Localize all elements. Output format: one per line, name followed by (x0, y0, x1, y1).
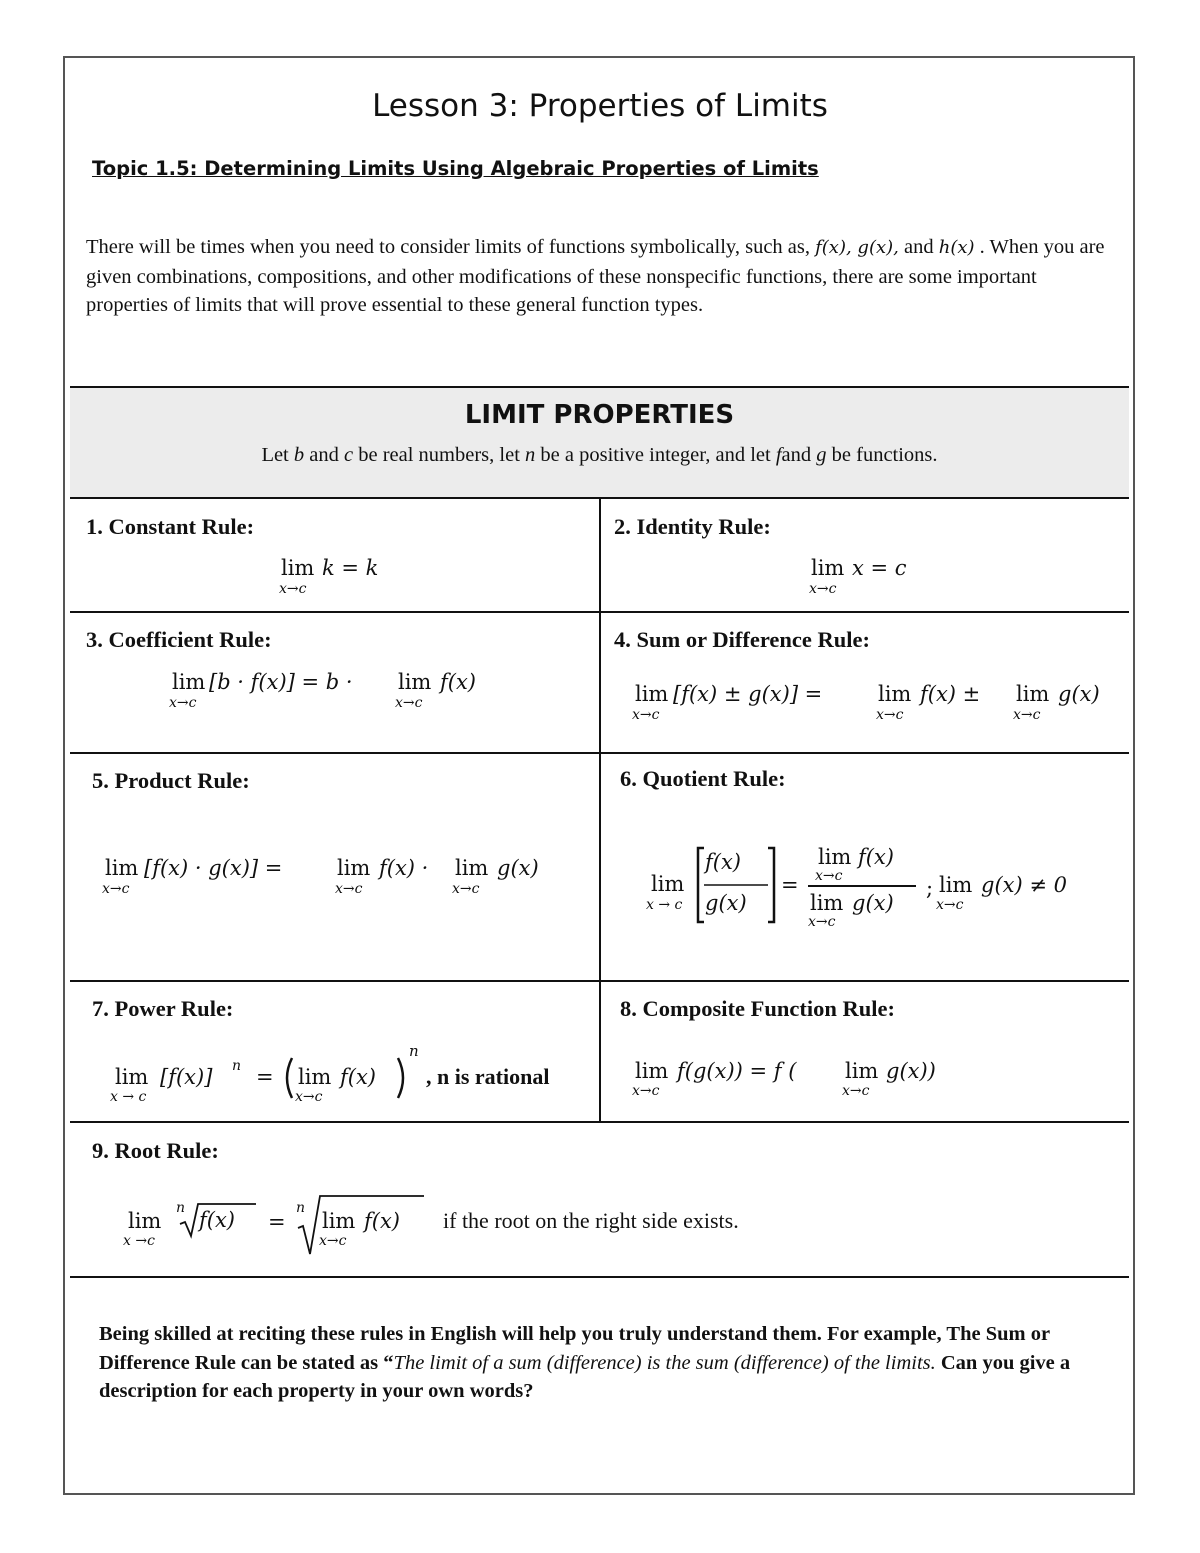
intro-text-3: . When you are given combinations, compositions, and other modifications of these nonspecific functions, there are some important properties of limits that will prove essential to these general function types. (86, 236, 1105, 316)
rule-9-index: n (176, 1200, 186, 1216)
rule-5-sub2: x→c (335, 881, 363, 897)
rule-6-sub: x → c (646, 897, 683, 913)
rule-7-sub: x → c (110, 1089, 147, 1105)
rule-9-lim2: lim (322, 1209, 356, 1233)
rule-8-expr-b: g(x)) (886, 1059, 936, 1083)
rule-4-lim2: lim (878, 682, 912, 706)
rule-6-rden-sub: x→c (808, 914, 836, 930)
limit-properties-header (70, 386, 1129, 499)
intro-paragraph (86, 233, 1116, 320)
rule-1-sub: x→c (279, 581, 307, 597)
rule-7-inner: f(x) (340, 1065, 377, 1089)
rule-6-rnum: f(x) (858, 845, 895, 869)
rule-8-sub2: x→c (842, 1083, 870, 1099)
rule-3-lim2: lim (398, 670, 432, 694)
rule-2-lim: lim (811, 556, 845, 580)
rule-9-radicand: f(x) (199, 1208, 236, 1232)
rule-6-lim: lim (651, 872, 685, 896)
rule-6-rden: g(x) (852, 891, 894, 915)
sub-and1: and (309, 444, 339, 466)
rule-8-lim2: lim (845, 1059, 879, 1083)
rule-7-sub2: x→c (295, 1089, 323, 1105)
rule-1-label: 1. Constant Rule: (86, 514, 255, 539)
sub-let: Let (261, 444, 289, 466)
rule-6-rnum-lim: lim (818, 845, 852, 869)
sub-n: n (525, 444, 536, 466)
rule-7-eq: = (256, 1065, 274, 1089)
rule-2-sub: x→c (809, 581, 837, 597)
rule-4-lim: lim (635, 682, 669, 706)
rule-5-expr-a: [f(x) · g(x)] = (144, 856, 283, 880)
rule-6-fraction-bar (808, 885, 916, 887)
sub-c: c (344, 444, 354, 466)
rule-5-expr-b: f(x) · (379, 856, 429, 880)
sub-g: g (816, 444, 827, 466)
rule-9-label: 9. Root Rule: (92, 1138, 219, 1163)
rule-4-sub: x→c (632, 707, 660, 723)
intro-functions: f(x), g(x), (815, 237, 899, 258)
divider (70, 1276, 1129, 1278)
rule-6-cond-lim: lim (939, 873, 973, 897)
rule-4-expr-b: f(x) ± (920, 682, 981, 706)
rule-7-tail: , n is rational (426, 1064, 550, 1089)
intro-hx: h(x) (938, 237, 975, 258)
rule-9-tail: if the root on the right side exists. (443, 1208, 739, 1233)
rule-4-expr-c: g(x) (1058, 682, 1100, 706)
column-divider (599, 499, 601, 1123)
rule-2-expr: x = c (852, 556, 907, 580)
sub-b: b (293, 444, 305, 466)
rule-6-den: g(x) (705, 891, 747, 915)
sub-mid: be real numbers, let (358, 444, 520, 466)
rule-6-cond-sub: x→c (936, 897, 964, 913)
rule-7-label: 7. Power Rule: (92, 996, 234, 1021)
rule-9-radicand2: f(x) (364, 1209, 401, 1233)
rule-1-expr: k = k (322, 556, 379, 580)
rule-5-sub3: x→c (452, 881, 480, 897)
rule-3-label: 3. Coefficient Rule: (86, 627, 272, 652)
rule-6-semicolon: ; (926, 876, 934, 900)
rule-5-sub: x→c (102, 881, 130, 897)
rule-9-lim: lim (128, 1209, 162, 1233)
rule-6-label: 6. Quotient Rule: (620, 766, 786, 791)
rule-8-label: 8. Composite Function Rule: (620, 996, 895, 1021)
rule-2-label: 2. Identity Rule: (614, 514, 771, 539)
rule-6-cond: g(x) ≠ 0 (981, 873, 1067, 897)
rule-3-sub2: x→c (395, 695, 423, 711)
rule-4-lim3: lim (1016, 682, 1050, 706)
limit-properties-subtitle (70, 444, 1129, 467)
rule-3-sub: x→c (169, 695, 197, 711)
rule-9-eq: = (268, 1210, 286, 1234)
intro-text-1: There will be times when you need to consider limits of functions symbolically, such as, (86, 236, 810, 258)
intro-text-2: and (904, 236, 934, 258)
outro-quote: The limit of a sum (difference) is the sum (difference) of the limits. (393, 1351, 936, 1374)
rule-7-exp: n (232, 1058, 242, 1074)
rule-7-lim2: lim (298, 1065, 332, 1089)
sub-and2: and (781, 444, 812, 466)
topic-heading: Topic 1.5: Determining Limits Using Algebraic Properties of Limits (92, 157, 819, 180)
rule-5-lim3: lim (455, 856, 489, 880)
rule-7-expr-a: [f(x)] (160, 1065, 213, 1089)
rule-6-num: f(x) (705, 850, 742, 874)
rule-6-rnum-sub: x→c (815, 868, 843, 884)
rule-3-expr-a: [b · f(x)] = b · (209, 670, 353, 694)
rule-9-index2: n (296, 1200, 306, 1216)
rule-5-expr-c: g(x) (497, 856, 539, 880)
sub-end: be functions. (831, 444, 938, 466)
outro-paragraph (99, 1320, 1109, 1406)
page-title: Lesson 3: Properties of Limits (372, 88, 828, 124)
rule-7-exp2: n (409, 1042, 419, 1060)
limit-properties-title: LIMIT PROPERTIES (464, 400, 735, 430)
rule-3-expr-b: f(x) (440, 670, 477, 694)
rule-8-expr-a: f(g(x)) = f ( (677, 1059, 797, 1083)
sub-f: f (775, 444, 782, 466)
rule-4-label: 4. Sum or Difference Rule: (614, 627, 870, 652)
sub-mid2: be a positive integer, and let (540, 444, 771, 466)
rule-9-sub: x →c (123, 1233, 155, 1249)
outro-text-2: Can you give a description for each property in your own words? (99, 1351, 1071, 1402)
rule-5-lim: lim (105, 856, 139, 880)
rule-5-label: 5. Product Rule: (92, 768, 250, 793)
rule-6-rden-lim: lim (810, 891, 844, 915)
rule-7-lim: lim (115, 1065, 149, 1089)
rule-8-sub: x→c (632, 1083, 660, 1099)
outro-text-1: Being skilled at reciting these rules in English will help you truly understand them. For example, The Sum or Difference Rule can be stated as “ (99, 1323, 1050, 1374)
rule-9-radical2 (296, 1192, 428, 1258)
rule-8-lim: lim (635, 1059, 669, 1083)
rule-4-expr-a: [f(x) ± g(x)] = (673, 682, 823, 706)
rule-5-lim2: lim (337, 856, 371, 880)
rule-4-sub2: x→c (876, 707, 904, 723)
rule-6-eq: = (781, 873, 799, 897)
rule-9-sub2: x→c (319, 1233, 347, 1249)
rule-4-sub3: x→c (1013, 707, 1041, 723)
rule-1-lim: lim (281, 556, 315, 580)
rule-3-lim: lim (172, 670, 206, 694)
